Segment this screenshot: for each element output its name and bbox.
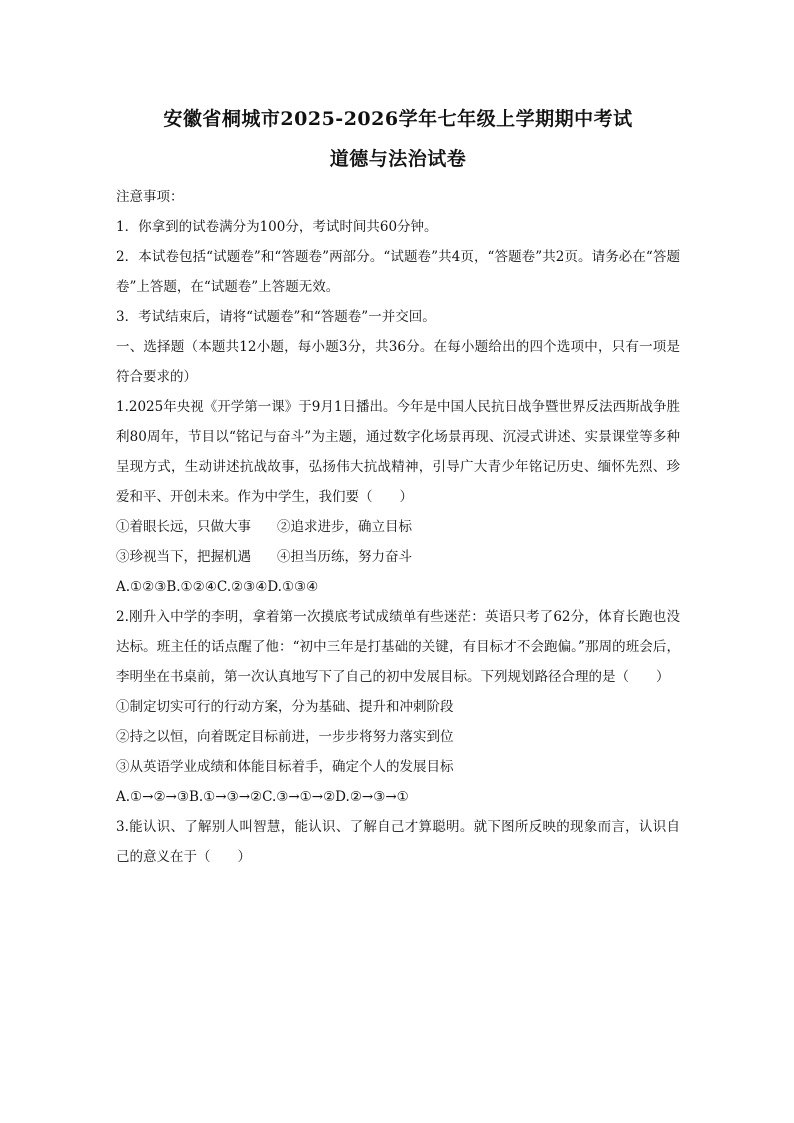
question-1-options-row-2	[116, 542, 680, 572]
notice-heading: 注意事项：	[116, 189, 184, 205]
question-2-option-1: ①制定切实可行的行动方案，分为基础、提升和冲刺阶段	[116, 699, 454, 715]
notice-item-2: 2．本试卷包括“试题卷”和“答题卷”两部分。“试题卷”共4页，“答题卷”共2页。请务必在“答题卷”上答题，在“试题卷”上答题无效。	[116, 249, 680, 295]
question-1-option-1: ①着眼长远，只做大事	[116, 519, 251, 535]
exam-subject-title: 道德与法治试卷	[329, 148, 467, 170]
question-2-choices: A.①→②→③B.①→③→②C.③→①→②D.②→③→①	[116, 789, 409, 805]
question-2-stem: 2.刚升入中学的李明，拿着第一次摸底考试成绩单有些迷茫：英语只考了62分，体育长跑也没达标。班主任的话点醒了他：“初中三年是打基础的关键，有目标才不会跑偏。”那周的班会后，李明坐在书桌前，第一次认真地写下了自己的初中发展目标。下列规划路径合理的是（ ）	[116, 609, 680, 685]
question-2-option-3: ③从英语学业成绩和体能目标着手，确定个人的发展目标	[116, 759, 454, 775]
question-3	[116, 812, 680, 872]
exam-title: 安徽省桐城市2025-2026学年七年级上学期期中考试	[163, 108, 633, 130]
question-1-option-4: ④担当历练，努力奋斗	[277, 549, 412, 565]
question-1	[116, 392, 680, 602]
question-2	[116, 602, 680, 812]
question-1-option-2: ②追求进步，确立目标	[277, 519, 412, 535]
question-1-choices: A.①②③B.①②④C.②③④D.①③④	[116, 579, 319, 595]
section-heading: 一、选择题（本题共12小题，每小题3分，共36分。在每小题给出的四个选项中，只有一项是符合要求的）	[116, 339, 680, 385]
page-content	[116, 104, 680, 872]
question-1-options-row-1	[116, 512, 680, 542]
question-2-option-2: ②持之以恒，向着既定目标前进，一步步将努力落实到位	[116, 729, 454, 745]
question-1-option-3: ③珍视当下，把握机遇	[116, 549, 251, 565]
notice-item-3: 3．考试结束后，请将“试题卷”和“答题卷”一并交回。	[116, 309, 436, 325]
question-1-stem: 1.2025年央视《开学第一课》于9月1日播出。今年是中国人民抗日战争暨世界反法西斯战争胜利80周年，节目以“铭记与奋斗”为主题，通过数字化场景再现、沉浸式讲述、实景课堂等多种呈现方式，生动讲述抗战故事，弘扬伟大抗战精神，引导广大青少年铭记历史、缅怀先烈、珍爱和平、开创未来。作为中学生，我们要（ ）	[116, 399, 680, 505]
question-3-stem: 3.能认识、了解别人叫智慧，能认识、了解自己才算聪明。就下图所反映的现象而言，认识自己的意义在于（ ）	[116, 819, 680, 865]
notice-item-1: 1．你拿到的试卷满分为100分，考试时间共60分钟。	[116, 219, 438, 235]
